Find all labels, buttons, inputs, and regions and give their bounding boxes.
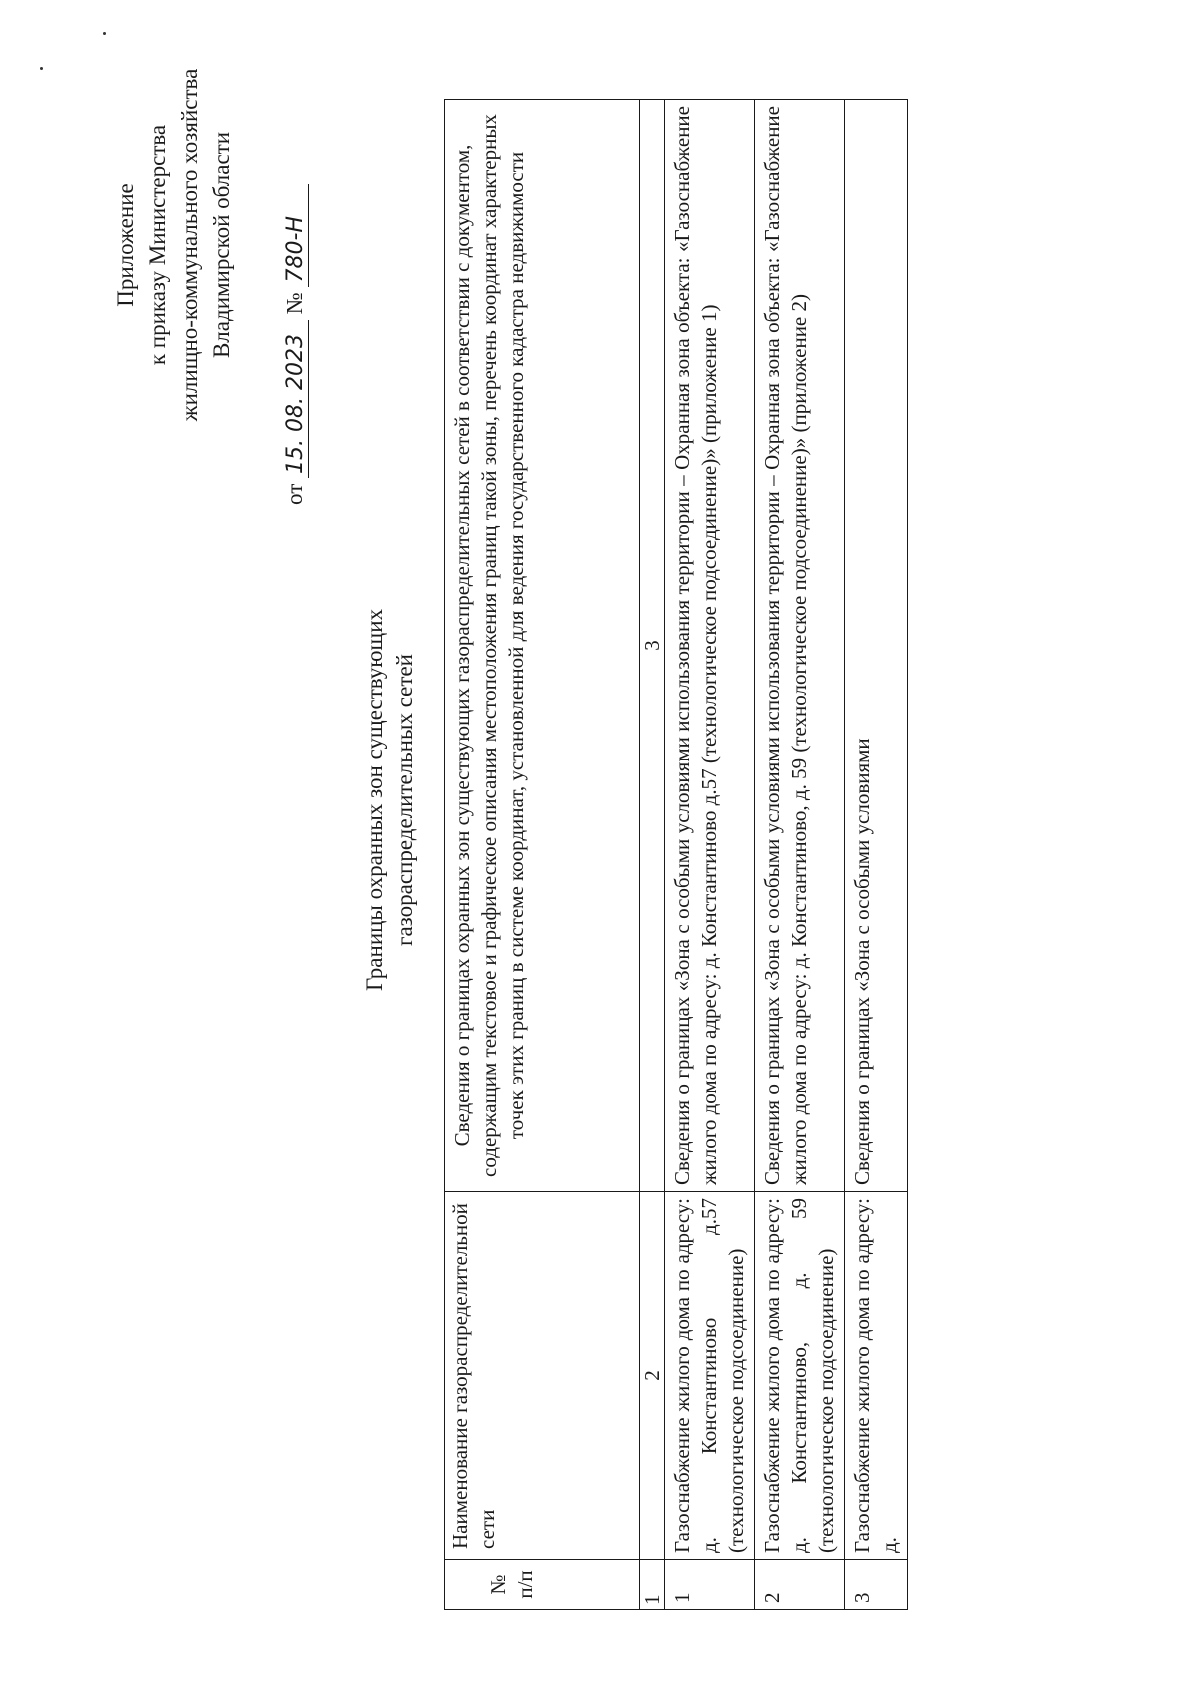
order-number-handwritten: 780-Н — [283, 184, 309, 287]
row-network-name: Газоснабжение жилого дома по адресу: д. Константиново д.57 (технологическое подсоединение) — [665, 1192, 755, 1560]
row-number: 3 — [845, 1560, 908, 1610]
title-line-2: газораспределительных сетей — [392, 654, 417, 946]
header-number: № п/п — [445, 1560, 640, 1610]
from-label: от — [282, 483, 307, 505]
number-label: № — [282, 292, 307, 315]
row-zone-info: Сведения о границах «Зона с особыми условиями — [845, 100, 908, 1192]
column-numbers-row — [640, 100, 665, 1610]
row-network-name: Газоснабжение жилого дома по адресу: д. — [845, 1192, 908, 1560]
row-number: 2 — [755, 1560, 845, 1610]
header-network-name: Наименование газораспределительной сети — [445, 1192, 640, 1560]
scan-speck — [40, 67, 43, 70]
order-reference — [282, 184, 309, 505]
table-header-row — [445, 100, 640, 1610]
column-number: 2 — [640, 1192, 665, 1560]
scan-speck — [103, 32, 106, 35]
header-zone-info: Сведения о границах охранных зон существующих газораспределительных сетей в соответствии с документом, содержащим текстовое и графическое описания местоположения границ такой зоны, перечень координат характерных точек этих границ в системе координат, установленной для ведения государственного кадастра недвижимости — [445, 100, 640, 1192]
approval-line-3: жилищно-коммунального хозяйства — [177, 68, 202, 422]
order-date-handwritten: 15. 08. 2023 — [283, 320, 309, 478]
table-row — [665, 100, 755, 1610]
approval-block — [110, 20, 238, 470]
document-title — [360, 490, 420, 1110]
row-network-name: Газоснабжение жилого дома по адресу: д. Константиново, д. 59 (технологическое подсоединение) — [755, 1192, 845, 1560]
title-line-1: Границы охранных зон существующих — [362, 608, 387, 992]
table-row — [755, 100, 845, 1610]
approval-line-1: Приложение — [113, 183, 138, 307]
zones-table — [444, 99, 908, 1610]
approval-line-4: Владимирской области — [209, 131, 234, 359]
table-row — [845, 100, 908, 1610]
row-zone-info: Сведения о границах «Зона с особыми условиями использования территории – Охранная зона объекта: «Газоснабжение жилого дома по адресу: д. Константиново д.57 (технологическое подсоединение)» (приложение 1) — [665, 100, 755, 1192]
row-zone-info: Сведения о границах «Зона с особыми условиями использования территории – Охранная зона объекта: «Газоснабжение жилого дома по адресу: д. Константиново, д. 59 (технологическое подсоединение)» (приложение 2) — [755, 100, 845, 1192]
approval-line-2: к приказу Министерства — [145, 124, 170, 366]
column-number: 3 — [640, 100, 665, 1192]
column-number: 1 — [640, 1560, 665, 1610]
row-number: 1 — [665, 1560, 755, 1610]
